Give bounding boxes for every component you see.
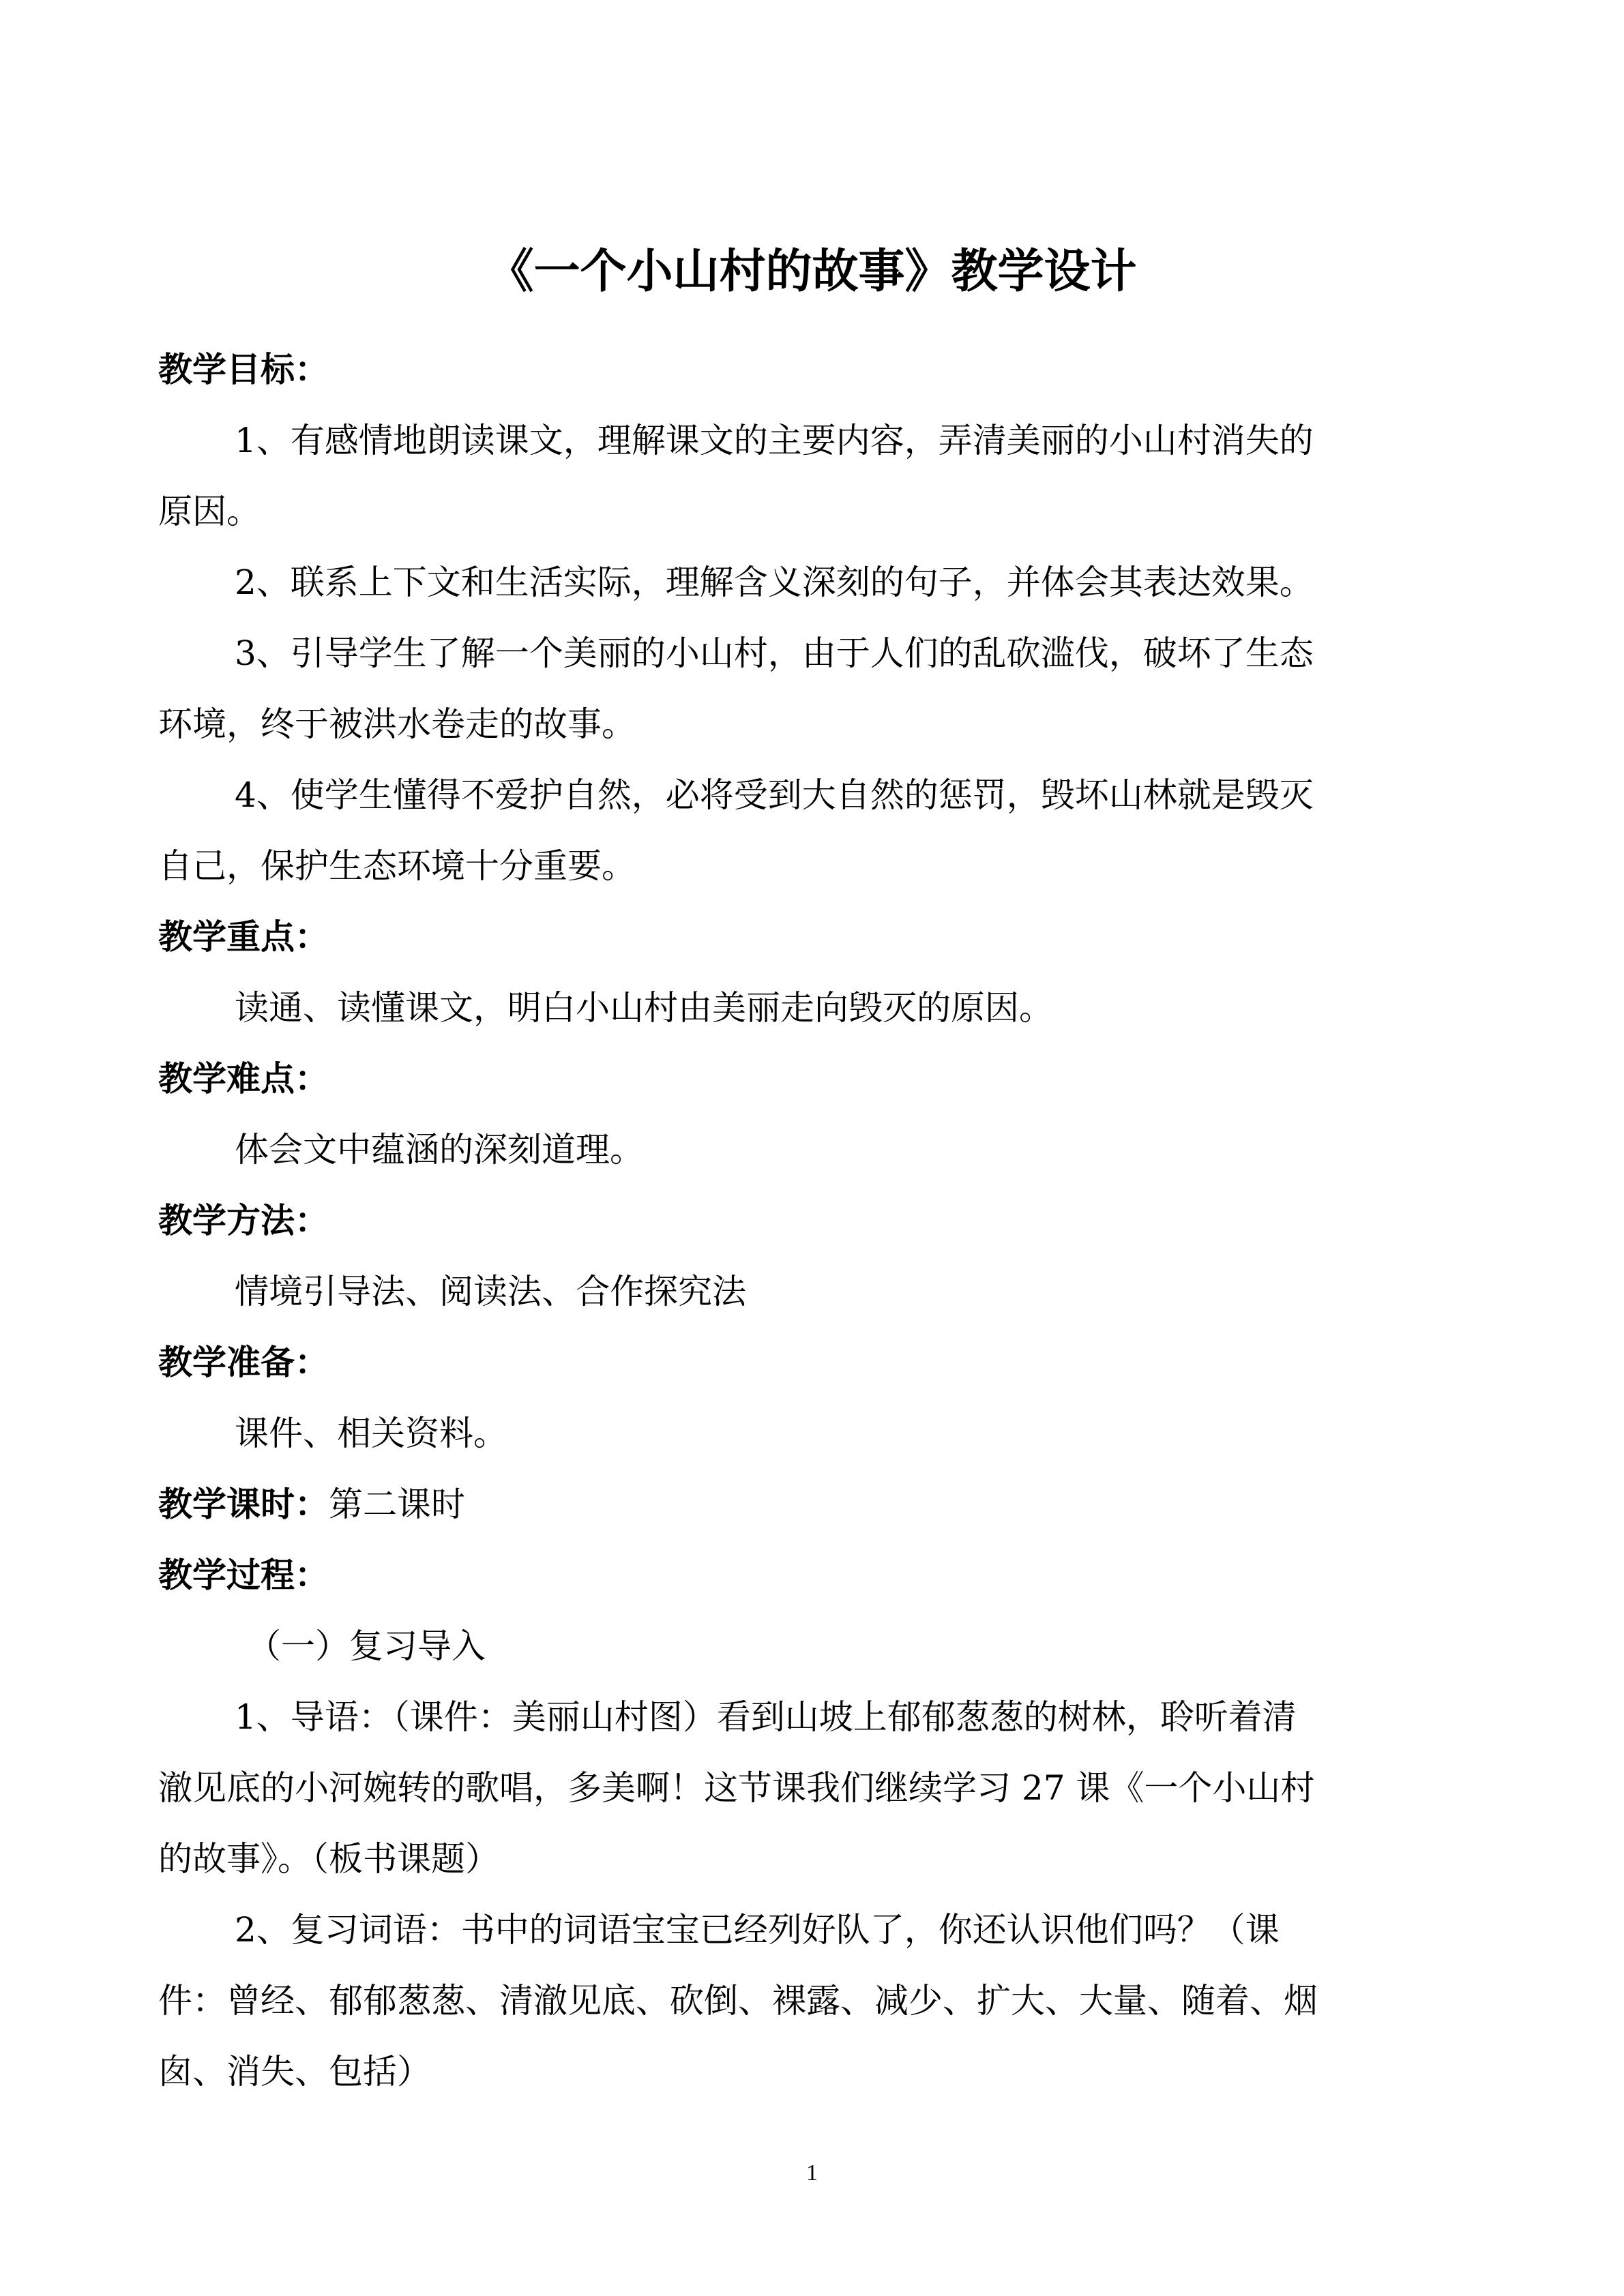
methods-text: 情境引导法、阅读法、合作探究法: [235, 1272, 746, 1311]
process-step-1-cont: 澈见底的小河婉转的歌唱，多美啊！这节课我们继续学习 27 课《一个小山村: [158, 1768, 1315, 1808]
difficulties-heading: 教学难点：: [158, 1058, 329, 1099]
process-step-2-cont-2: 囱、消失、包括）: [158, 2052, 431, 2091]
preparation-text: 课件、相关资料。: [235, 1414, 507, 1453]
methods-heading: 教学方法：: [158, 1200, 329, 1240]
objective-1: 1、有感情地朗读课文，理解课文的主要内容，弄清美丽的小山村消失的: [235, 421, 1314, 460]
objective-4-cont: 自己，保护生态环境十分重要。: [158, 846, 636, 886]
period-text: 第二课时: [329, 1485, 465, 1524]
objective-2: 2、联系上下文和生活实际，理解含义深刻的句子，并体会其表达效果。: [235, 563, 1314, 602]
objective-1-cont: 原因。: [158, 492, 261, 531]
process-heading: 教学过程：: [158, 1555, 329, 1595]
document-body: [158, 334, 1461, 2107]
preparation-heading: 教学准备：: [158, 1342, 329, 1382]
key-points-text: 读通、读懂课文，明白小山村由美丽走向毁灭的原因。: [235, 988, 1053, 1028]
period-line: [158, 1469, 1461, 1540]
process-step-2-cont: 件：曾经、郁郁葱葱、清澈见底、砍倒、裸露、减少、扩大、大量、随着、烟: [158, 1981, 1318, 2021]
objective-4: 4、使学生懂得不爱护自然，必将受到大自然的惩罚，毁坏山林就是毁灭: [235, 775, 1314, 815]
process-step-1: 1、导语：（课件：美丽山村图）看到山坡上郁郁葱葱的树林，聆听着清: [235, 1697, 1297, 1737]
period-heading: 教学课时：: [158, 1484, 329, 1524]
difficulties-text: 体会文中蕴涵的深刻道理。: [235, 1130, 644, 1169]
process-step-2: 2、复习词语：书中的词语宝宝已经列好队了，你还认识他们吗？（课: [235, 1910, 1280, 1950]
page-number: 1: [806, 2160, 818, 2186]
objective-3-cont: 环境，终于被洪水卷走的故事。: [158, 704, 636, 744]
objectives-heading: 教学目标：: [158, 349, 329, 389]
objective-3: 3、引导学生了解一个美丽的小山村，由于人们的乱砍滥伐，破坏了生态: [235, 633, 1314, 673]
document-title: 《一个小山村的故事》教学设计: [487, 244, 1137, 299]
key-points-heading: 教学重点：: [158, 916, 329, 957]
process-section-1: （一）复习导入: [247, 1626, 486, 1666]
process-step-1-cont-2: 的故事》。（板书课题）: [158, 1839, 499, 1879]
